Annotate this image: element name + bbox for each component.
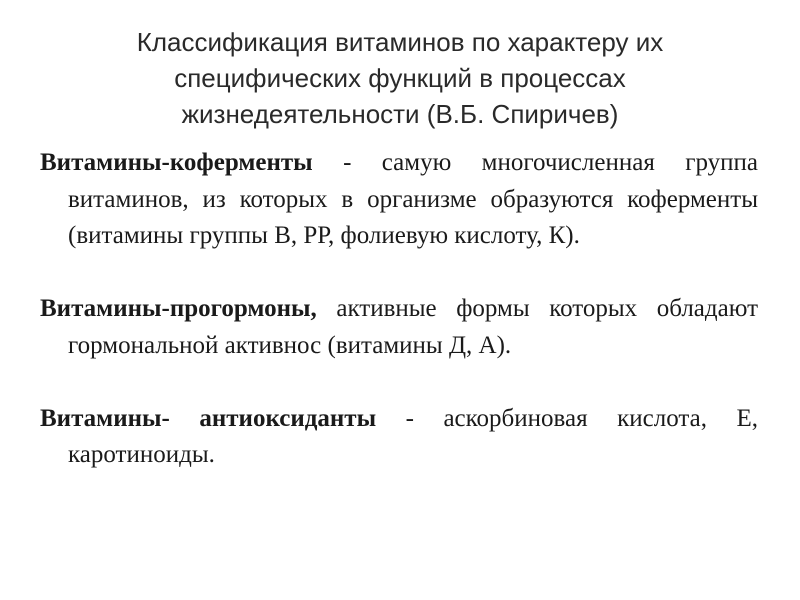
term-prohormones: Витамины-прогормоны, [40, 295, 317, 322]
paragraph-antioxidants [40, 401, 758, 474]
text-antioxidants: - аскорбиновая кислота, Е, каротиноиды. [68, 404, 758, 468]
text-coenzymes: - самую многочисленная группа витаминов, из которых в организме образуются коферменты (витамины группы В, РР, фолиевую кислоту, К). [68, 149, 758, 249]
paragraph-coenzymes [40, 145, 758, 255]
paragraph-prohormones [40, 291, 758, 364]
text-prohormones: активные формы которых обладают гормональной активнос (витамины Д, А). [68, 295, 758, 359]
title-line-3: жизнедеятельности (В.Б. Спиричев) [181, 99, 619, 129]
title-line-2: специфических функций в процессах [174, 63, 626, 93]
term-antioxidants: Витамины- антиоксиданты [40, 404, 377, 432]
title-line-1: Классификация витаминов по характеру их [136, 27, 664, 57]
slide-body [40, 145, 758, 474]
slide-title [60, 24, 740, 132]
term-coenzymes: Витамины-коферменты [40, 149, 313, 176]
